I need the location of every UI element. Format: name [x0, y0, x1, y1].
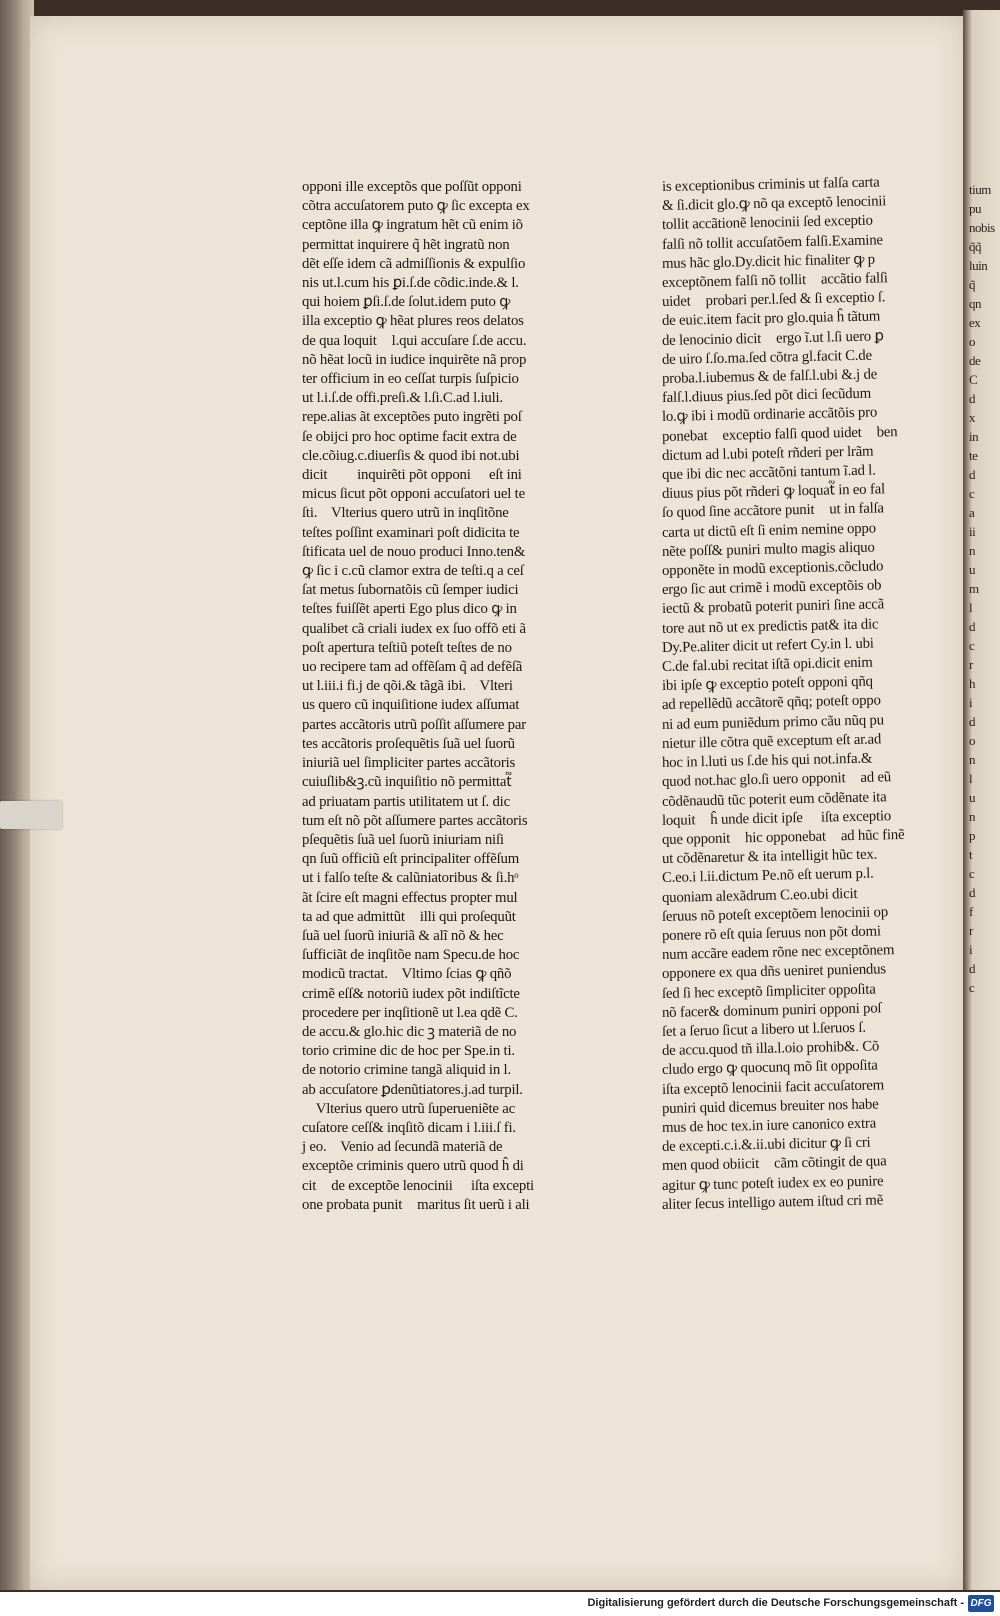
text-line: de qua loquit᷑ l.qui accuſare ſ.de accu. [302, 332, 527, 349]
text-line: ſet a ſeruo ſicut a libero ut l.ſeruos ſ. [661, 1019, 866, 1040]
text-line: mus hãc glo.Dy.dicit hic finaliter ꝙ p [661, 251, 876, 272]
text-line: modicũ tractat. Vltimo ſcias ꝙ qñõ [302, 966, 512, 983]
text-line: exceptõnem falſi nõ tollit᷑ accãtio falſi [661, 270, 888, 292]
next-page-text: tium pu nobis q̃q̃ luin q̃ qn ex o de C d x in te d c a ii n u m l d c r h i d o n l u n p t c d f r i d c [969, 182, 995, 995]
page-tab-marker [0, 801, 62, 829]
text-line: Vlterius quero utrũ ſuperueniẽte ac [302, 1100, 515, 1117]
footer-credit: Digitalisierung gefördert durch die Deutsche Forschungsgemeinschaft - [587, 1597, 964, 1609]
text-line: opponere ex qua dñs ueniret puniendus [661, 961, 887, 983]
footer-bar [0, 1592, 1000, 1616]
text-line: nẽte poſſ& puniri multo magis aliquo [661, 539, 875, 560]
text-line: ceptõne illa ꝙ ingratum hẽt cũ enim iõ [302, 217, 523, 234]
text-line: ſuã uel ſuorũ iniuriã & alĩ nõ & hec [302, 927, 504, 944]
text-line: ſat metus ſubornatõis cũ ſemper iudici [302, 582, 519, 599]
text-line: iniuriã uel ſimpliciter partes accãtoris [302, 755, 516, 772]
text-line: j eo. Venio ad ſecundã materiã de [302, 1139, 503, 1156]
text-line: hoc in l.luti us ſ.de his qui not.infa.& [661, 750, 873, 772]
dfg-logo-icon: DFG [968, 1595, 994, 1612]
text-line: nis ut.l.cum his ꝑi.ſ.de cõdic.inde.& l. [302, 275, 519, 292]
text-line: Dy.Pe.aliter dicit ut refert Cy.in l. ubi [661, 635, 874, 656]
text-line: ut i falſo teſte & calũniatoribus & ſi.hᵒ [302, 870, 519, 887]
text-line: men quod obiicit᷑ cãm cõtingit de qua [661, 1153, 887, 1175]
text-line: puniri quid dicemus breuiter nos habe [661, 1096, 879, 1117]
text-line: ſtificata uel de nouo produci Inno.ten& [302, 543, 526, 560]
text-line: aliter ſecus intelligo autem iſtud cri mẽ [661, 1192, 884, 1213]
text-line: nietur ille cõtra quẽ exceptum eſt ar.ad [661, 731, 882, 752]
text-line: one probata punit᷑ maritus ſit uerũ i ali [302, 1196, 530, 1213]
text-line: torio crimine dic de hoc per Spe.in ti. [302, 1043, 515, 1060]
text-line: poſt apertura teſtiũ poteſt teſtes de no [302, 639, 512, 656]
text-line: ibi ipſe ꝙ exceptio poteſt opponi qñq [661, 673, 873, 695]
text-line: teſtes poſſint examinari poſt didicita te [302, 524, 520, 541]
next-page-edge [963, 10, 1000, 1590]
text-line: ut cõdẽnaretur & ita intelligit hũc tex. [661, 846, 878, 868]
text-line: tes accãtoris proſequẽtis ſuã uel ſuorũ [302, 735, 515, 752]
text-line: num accãre eadem rõne nec exceptõnem [661, 942, 895, 964]
text-line: cuſatore ceſſ& inqſitõ dicam i l.iii.ſ fi. [302, 1119, 516, 1136]
text-line: diuus pius põt rñderi ꝙ loquat᷑ in eo fal [661, 481, 886, 503]
text-line: carta ut dictũ eſt ſi enim nemine oppo [661, 520, 876, 541]
text-line: que opponit᷑ hic opponebat᷑ ad hũc finẽ [661, 826, 905, 848]
text-line: de notorio crimine tangã aliquid in l. [302, 1062, 511, 1079]
text-line: exceptõe criminis quero utrũ quod ĥ di [302, 1158, 524, 1175]
text-line: iſta exceptõ lenocinii facit accuſatorem [661, 1076, 885, 1098]
text-line: ergo ſic aut crimẽ i modũ exceptõis ob [661, 577, 882, 599]
text-line: quoniam alexãdrum C.eo.ubi dicit᷑ ꝙ [661, 884, 884, 906]
text-line: us quero cũ inquiſitione iudex aſſumat [302, 697, 520, 714]
text-line: permittat inquirere q̃ hẽt ingratũ non [302, 236, 510, 253]
text-line: ta ad que admittũt᷑ illi qui proſequũt᷑ [302, 908, 528, 925]
text-line: uo recipere tam ad offẽſam q̃ ad defẽſã [302, 659, 523, 676]
text-line: agitur ꝙ tunc poteſt iudex ex eo punire [661, 1172, 884, 1194]
text-line: cõdẽnaudũ tũc poterit eum cõdẽnate ita [661, 788, 887, 810]
text-line: nõ facer& dominum puniri opponi poſ [661, 1000, 882, 1021]
text-line: dicit᷑ ꝙ inquirẽti põt opponi ꝙ eſt ini [302, 467, 522, 484]
text-line: loquit᷑ ĥ unde dicit ipſe ꝙ iſta exceptio [661, 807, 892, 829]
text-line: de lenocinio dicit᷑ ergo ĩ.ut l.ſi uero ꝑ [661, 327, 884, 349]
text-line: qn ſuũ officiũ eſt principaliter offẽſum [302, 851, 520, 868]
text-line: falſ.l.diuus pius.ſed põt dici ſecũdum [661, 385, 872, 407]
text-line: tore aut nõ ut ex predictis pat& ita dic [661, 616, 879, 637]
text-line: C.de fal.ubi recitat iſtã opi.dicit enim [661, 654, 873, 676]
text-line: ad priuatam partis utilitatem ut ſ. dic [302, 793, 510, 810]
book-left-edge [0, 0, 34, 1590]
right-text-column [661, 174, 905, 1215]
text-line: crimẽ eſſ& notoriũ iudex põt indiſtĩcte [302, 985, 520, 1002]
text-line: qualibet cã criali iudex ex ſuo offõ eti ã [302, 620, 526, 637]
text-line: ꝙ ſic i c.cũ clamor extra de teſti.q a ceſ [302, 563, 524, 580]
text-line: ad repellẽdũ accãtorẽ qñq; poteſt oppo [661, 692, 881, 714]
text-line: nõ hẽat locũ in iudice inquirẽte nã prop [302, 351, 527, 368]
text-line: ſti. Vlterius quero utrũ in inqſitõne [302, 505, 509, 522]
text-line: qui hoiem ꝑſi.ſ.de ſolut.idem puto ꝙ [302, 294, 511, 311]
text-line: procedere per inqſitionẽ ut l.ea qdẽ C. [302, 1004, 518, 1021]
text-line: cuiuſlib&ꝫ.cũ inquiſitio nõ permittat᷑ [302, 774, 512, 791]
text-line: & ſi.dicit glo.ꝙ nõ qa exceptõ lenocinii [661, 193, 887, 215]
text-line: ſeruus nõ poteſt exceptõem lenocinii op [661, 903, 889, 925]
text-line: dẽt eſſe idem cã admiſſionis & expulſio [302, 255, 526, 272]
text-line: partes accãtoris utrũ poſſit aſſumere par [302, 716, 526, 733]
left-text-column [302, 178, 534, 1215]
text-line: ſo quod ſine accãtore punit᷑ ut in falſa [661, 500, 885, 522]
text-line: ſed ſi hec exceptõ ſimpliciter oppoſita [661, 981, 876, 1002]
text-line: falſi nõ tollit accuſatõem falſi.Examine [661, 231, 883, 253]
text-line: de accu.quod tñ illa.l.oio prohib&. Cõ [661, 1038, 880, 1060]
text-line: tollit accãtionẽ lenocinii ſed exceptio [661, 212, 873, 234]
text-line: cle.cõiug.c.diuerſis & quod ibi not.ubi [302, 447, 520, 464]
text-line: cõtra accuſatorem puto ꝙ ſic excepta ex [302, 198, 530, 215]
text-line: ſufficiãt de inqſitõe nam Specu.de hoc [302, 947, 520, 964]
text-line: opponi ille exceptõs que poſſũt opponi [302, 179, 522, 195]
text-line: micus ſicut põt opponi accuſatori uel te [302, 486, 525, 503]
text-line: ter officium in eo ceſſat turpis ſuſpicio [302, 371, 519, 388]
text-line: mus de hoc tex.in iure canonico extra [661, 1115, 877, 1136]
text-line: ponere rõ eſt quia ſeruus non põt domi [661, 923, 881, 944]
text-line: illa exceptio ꝙ hẽat plures reos delatos [302, 313, 524, 330]
text-line: ut l.i.ſ.de offi.preſi.& l.ſi.C.ad l.iuli. [302, 390, 503, 407]
text-line: tum eſt nõ põt aſſumere partes accãtoris [302, 812, 528, 829]
text-line: C.eo.i l.ii.dictum Pe.nõ eſt uerum p.l. [661, 865, 874, 887]
text-line: de euic.item facit pro glo.quia ĥ tãtum [661, 308, 881, 330]
text-line: lo.ꝙ ibi i modũ ordinarie accãtõis pro [661, 404, 878, 426]
text-line: que ibi dic nec accãtõni tantum ĩ.ad l. [661, 462, 876, 484]
text-line: opponẽte in modũ exceptionis.cõcludo [661, 558, 884, 580]
text-line: proba.l.iubemus & de falſ.l.ubi &.j de [661, 366, 878, 388]
text-line: cit᷑ de exceptõe lenocinii ꝙ iſta excepti [302, 1177, 534, 1194]
text-line: dictum ad l.ubi poteſt rñderi per lrãm [661, 443, 874, 464]
text-line: uidet᷑ probari per.l.ſed & ſi exceptio ſ. [661, 289, 886, 311]
text-line: ni ad eum puniẽdum primo cãu nũq pu [661, 712, 885, 733]
text-line: teſtes fuiſſẽt aperti Ego plus dico ꝙ in [302, 601, 517, 618]
text-line: is exceptionibus criminis ut falſa carta [661, 174, 880, 195]
text-line: ut l.iii.i fi.j de qõi.& tãgã ibi. Vlteri [302, 678, 513, 695]
text-line: ponebat᷑ exceptio falſi quod uidet᷑ ben [661, 423, 898, 445]
text-line: cludo ergo ꝙ quocunq mõ ſit oppoſita [661, 1057, 878, 1079]
text-line: pſequẽtis ſuã uel ſuorũ iniuriam niſi [302, 831, 504, 848]
text-line: de accu.& glo.hic dic ꝫ materiã de no [302, 1023, 517, 1040]
text-line: ab accuſatore ꝑdenũtiatores.j.ad turpil. [302, 1081, 523, 1098]
text-line: iectũ & probatũ poterit puniri ſine accã [661, 596, 885, 618]
text-line: de excepti.c.i.&.ii.ubi dicitur ꝙ ſi cri [661, 1134, 871, 1156]
text-line: repe.alias ãt exceptões puto ingrẽti poſ [302, 409, 522, 426]
text-line: ãt ſcire eſt magni effectus propter mul [302, 889, 518, 906]
text-line: quod not.hac glo.ſi uero opponit᷑ ad eũ [661, 769, 892, 791]
text-line: ſe obijci pro hoc optime facit extra de [302, 428, 517, 445]
text-line: de uiro ſ.ſo.ma.ſed cõtra gl.facit C.de [661, 347, 873, 368]
